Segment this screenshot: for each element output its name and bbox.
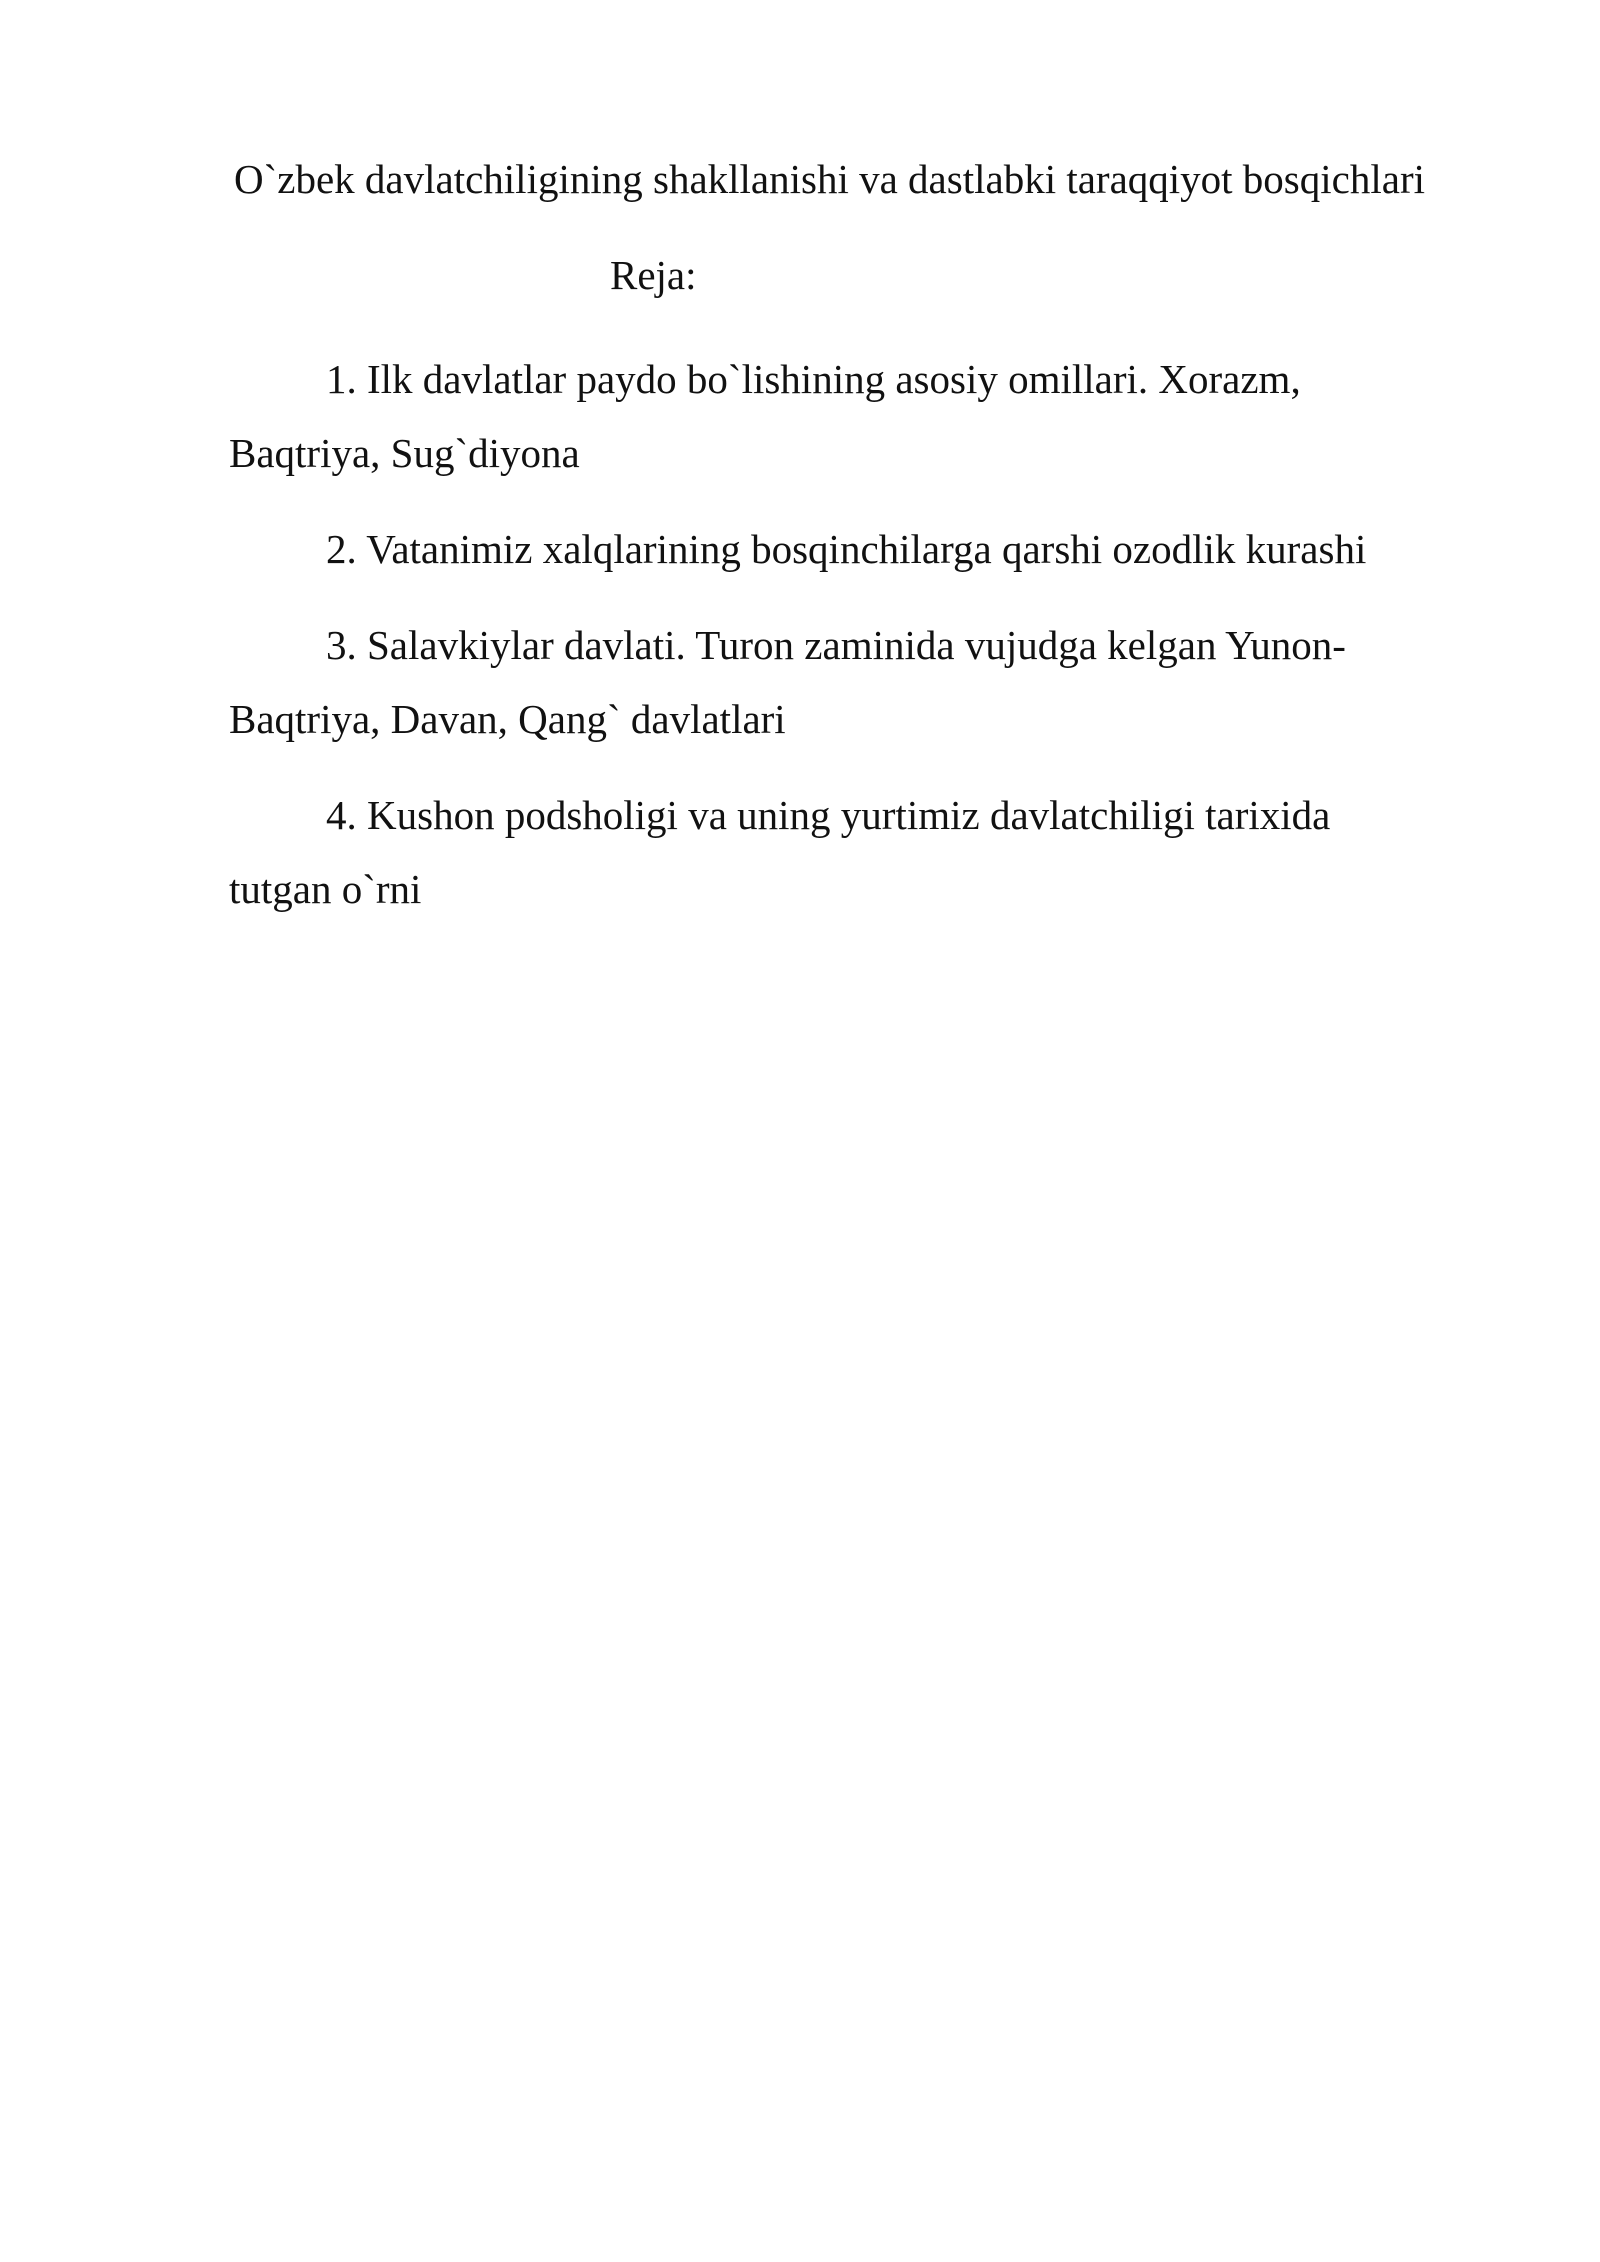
- plan-heading: Reja:: [610, 252, 697, 298]
- plan-item: 1. Ilk davlatlar paydo bo`lishining asosiy omillari. Xorazm, Baqtriya, Sug`diyona: [229, 356, 1301, 476]
- plan-item: 3. Salavkiylar davlati. Turon zaminida vujudga kelgan Yunon-Baqtriya, Davan, Qang` davlatlari: [229, 622, 1346, 742]
- plan-list: [229, 342, 1434, 948]
- plan-item: 2. Vatanimiz xalqlarining bosqinchilarga qarshi ozodlik kurashi: [326, 526, 1367, 572]
- plan-item: 4. Kushon podsholigi va uning yurtimiz davlatchiligi tarixida tutgan o`rni: [229, 792, 1331, 912]
- document-title: O`zbek davlatchiligining shakllanishi va dastlabki taraqqiyot bosqichlari: [234, 156, 1425, 202]
